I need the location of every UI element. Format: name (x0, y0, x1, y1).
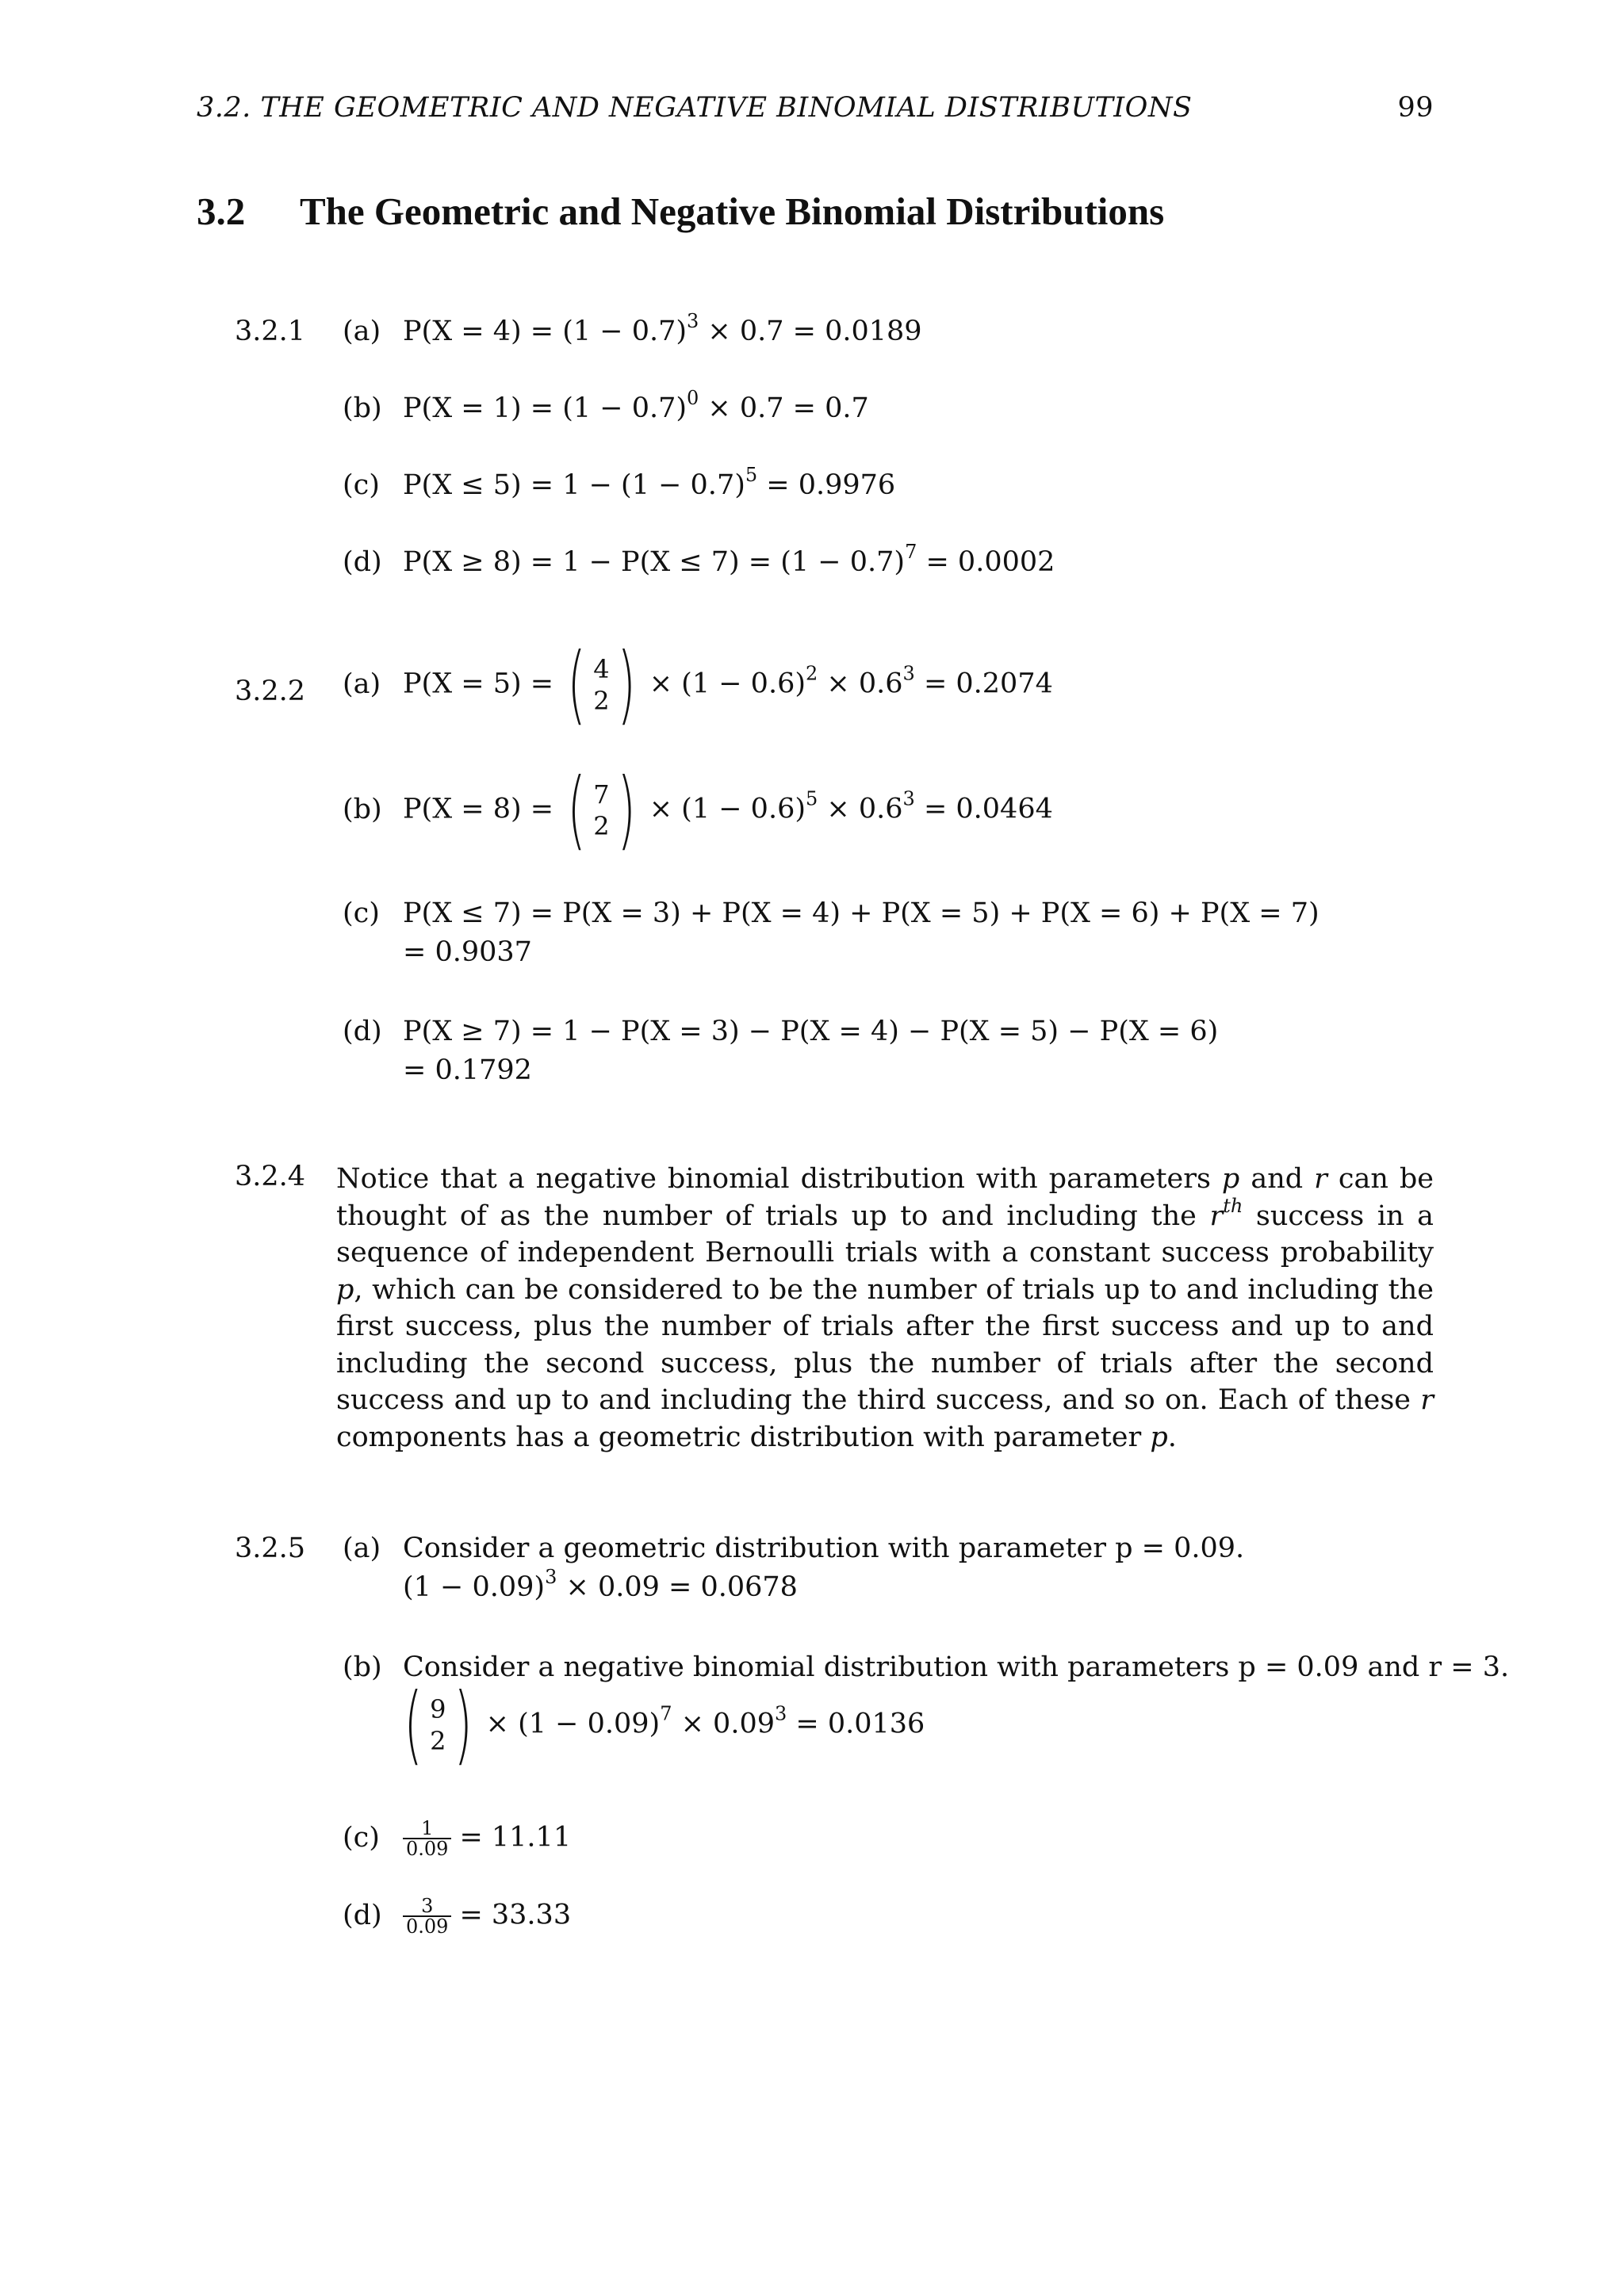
fraction-numerator: 1 (421, 1817, 434, 1839)
equation-part: × 0.7 = 0.7 (699, 392, 869, 424)
equation-part: × (1 − 0.09) (485, 1708, 661, 1740)
problem-3-2-1-c (343, 464, 896, 501)
paragraph-text: and (1239, 1163, 1315, 1195)
equation-part: = 0.0002 (917, 546, 1055, 578)
problem-3-2-5-c (343, 1819, 571, 1858)
section-number: 3.2 (197, 189, 246, 233)
math-symbol: p (336, 1273, 354, 1306)
exponent: 3 (774, 1702, 787, 1725)
exponent: 0 (687, 387, 699, 409)
exponent: 3 (902, 662, 915, 685)
problem-3-2-5-b-result (396, 1675, 925, 1774)
paragraph-text: components has a geometric distribution with parameter (336, 1421, 1151, 1453)
equation-part: = 33.33 (459, 1899, 572, 1931)
equation-part: = 0.0136 (787, 1708, 925, 1740)
equation-line: P(X ≥ 7) = 1 − P(X = 3) − P(X = 4) − P(X = 5) − P(X = 6) (403, 1016, 1219, 1047)
equation-part: = 0.0464 (914, 793, 1053, 825)
problem-3-2-2-d (343, 1016, 1218, 1047)
problem-3-2-5-a (343, 1533, 1244, 1564)
item-label: (a) (343, 668, 381, 700)
problem-3-2-1-b (343, 387, 869, 424)
paragraph-text: can be thought of as the number of trials up to and including the (336, 1163, 1434, 1232)
problem-3-2-2-a (343, 635, 1053, 734)
fraction-denominator: 0.09 (403, 1838, 451, 1858)
binomial-coefficient: ( 4 2 ) (567, 635, 636, 734)
problem-number-3-2-4: 3.2.4 (235, 1161, 306, 1192)
page-number: 99 (1397, 92, 1434, 124)
equation-part: (1 − 0.09) (403, 1571, 546, 1603)
exponent: 3 (545, 1566, 557, 1588)
problem-number-3-2-2: 3.2.2 (235, 675, 306, 707)
fraction (403, 1819, 451, 1858)
fraction-numerator: 3 (421, 1895, 434, 1917)
math-symbol: r (1314, 1163, 1327, 1195)
equation-part: × (1 − 0.6) (649, 668, 806, 700)
problem-3-2-5-b (343, 1651, 1509, 1683)
exponent: 5 (806, 787, 818, 810)
item-label: (b) (343, 1651, 382, 1683)
binom-top: 9 (430, 1694, 446, 1724)
paragraph-text: . (1167, 1421, 1177, 1453)
exponent: 2 (806, 662, 818, 685)
item-label: (d) (343, 1016, 382, 1047)
paragraph-text: Notice that a negative binomial distribution with parameters (336, 1163, 1222, 1195)
item-label: (a) (343, 316, 381, 347)
equation-part: × 0.7 = 0.0189 (699, 316, 922, 347)
equation-part: = 0.9976 (757, 469, 896, 501)
section-heading: The Geometric and Negative Binomial Distributions (300, 189, 1165, 233)
binom-bottom: 2 (430, 1726, 446, 1756)
equation-part: P(X ≤ 5) = 1 − (1 − 0.7) (403, 469, 745, 501)
math-symbol: p (1150, 1421, 1168, 1453)
item-label: (b) (343, 793, 382, 825)
exponent: 3 (902, 787, 915, 810)
equation-part: P(X = 8) = (403, 793, 554, 825)
problem-number-3-2-5: 3.2.5 (235, 1533, 306, 1564)
problem-3-2-2-d-result: = 0.1792 (403, 1054, 532, 1086)
text-line: Consider a negative binomial distribution with parameters p = 0.09 and r = 3. (403, 1651, 1510, 1683)
paragraph-text: , which can be considered to be the number of trials up to and including the first success, plus the number of trials after the first success and up to and including the second success, plus the number of trials after the second success and up to and including the third success, and so on. Each of these (336, 1273, 1434, 1416)
equation-part: P(X = 1) = (1 − 0.7) (403, 392, 688, 424)
equation-part: = 0.2074 (914, 668, 1053, 700)
equation-part: P(X ≥ 8) = 1 − P(X ≤ 7) = (1 − 0.7) (403, 546, 906, 578)
equation-part: × (1 − 0.6) (649, 793, 806, 825)
running-header-title: 3.2. THE GEOMETRIC AND NEGATIVE BINOMIAL DISTRIBUTIONS (197, 92, 1193, 124)
binomial-coefficient: ( 7 2 ) (567, 760, 636, 859)
problem-3-2-1-a (343, 310, 922, 347)
problem-3-2-2-b (343, 760, 1053, 859)
item-label: (c) (343, 897, 380, 929)
exponent: 5 (745, 464, 758, 486)
problem-3-2-2-c (343, 897, 1320, 929)
item-label: (a) (343, 1533, 381, 1564)
binom-bottom: 2 (593, 811, 610, 841)
section-title (197, 189, 1164, 234)
text-line: Consider a geometric distribution with parameter p = 0.09. (403, 1533, 1245, 1564)
math-symbol: r (1209, 1200, 1224, 1232)
math-superscript: th (1223, 1194, 1243, 1217)
math-symbol: r (1420, 1384, 1434, 1416)
item-label: (d) (343, 1899, 382, 1931)
equation-line: P(X ≤ 7) = P(X = 3) + P(X = 4) + P(X = 5) + P(X = 6) + P(X = 7) (403, 897, 1320, 929)
binom-bottom: 2 (593, 686, 610, 716)
item-label: (c) (343, 469, 380, 501)
equation-part: P(X = 5) = (403, 668, 554, 700)
exponent: 7 (660, 1702, 672, 1725)
equation-part: × 0.6 (818, 668, 903, 700)
problem-3-2-5-a-result (403, 1566, 798, 1603)
binomial-coefficient: ( 9 2 ) (404, 1675, 473, 1774)
problem-3-2-2-c-result: = 0.9037 (403, 936, 532, 968)
problem-3-2-4-paragraph (336, 1161, 1434, 1456)
equation-part: × 0.09 = 0.0678 (557, 1571, 798, 1603)
problem-3-2-1-d (343, 541, 1055, 578)
item-label: (b) (343, 392, 382, 424)
binom-top: 4 (593, 654, 610, 684)
binom-top: 7 (593, 779, 610, 809)
math-symbol: p (1221, 1163, 1240, 1195)
fraction-denominator: 0.09 (403, 1915, 451, 1936)
running-header (197, 92, 1434, 124)
exponent: 7 (905, 541, 917, 563)
fraction (403, 1896, 451, 1936)
item-label: (d) (343, 546, 382, 578)
equation-part: P(X = 4) = (1 − 0.7) (403, 316, 688, 347)
problem-number-3-2-1: 3.2.1 (235, 316, 306, 347)
equation-part: × 0.09 (672, 1708, 775, 1740)
problem-3-2-5-d (343, 1896, 571, 1936)
equation-part: = 11.11 (459, 1821, 572, 1854)
item-label: (c) (343, 1821, 380, 1854)
equation-part: × 0.6 (818, 793, 903, 825)
paragraph-text: success in a sequence of independent Bernoulli trials with a constant success probability (336, 1200, 1434, 1269)
exponent: 3 (687, 310, 699, 332)
